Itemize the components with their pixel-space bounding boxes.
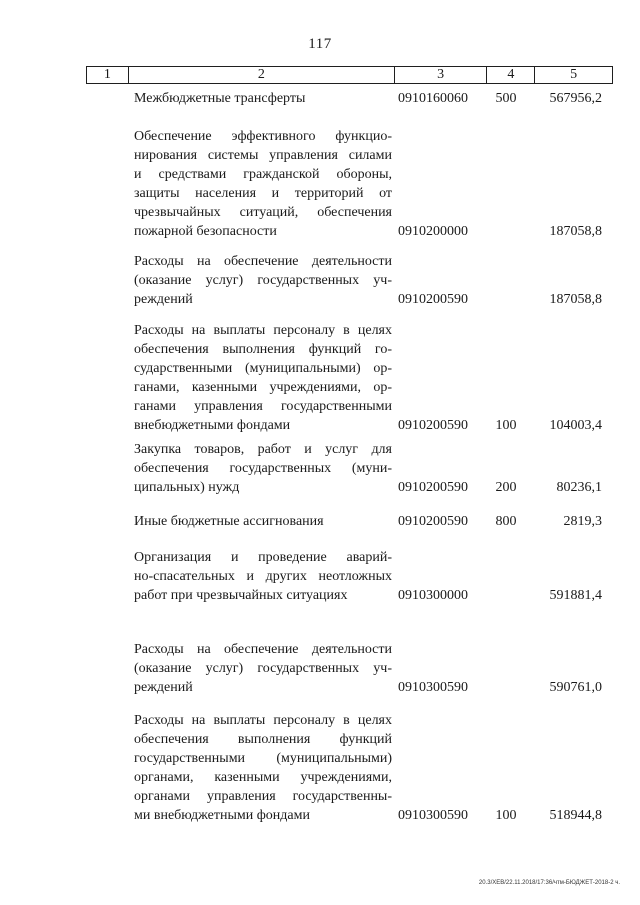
row-amount: 80236,1: [556, 480, 602, 495]
description-line: пожарной безопасности: [134, 224, 277, 239]
row-amount: 567956,2: [549, 91, 602, 106]
description-line: обеспечения выполнения функций го-: [134, 342, 392, 357]
row-expense-type: 100: [495, 418, 517, 433]
row-code: 0910200590: [398, 480, 468, 495]
row-description: [134, 89, 392, 108]
row-amount: 2819,3: [563, 514, 602, 529]
description-line: Обеспечение эффективного функцио-: [134, 129, 392, 144]
row-expense-type: 800: [495, 514, 517, 529]
row-description: [134, 440, 392, 497]
description-line: сударственными (муниципальными) ор-: [134, 361, 392, 376]
row-description: [134, 640, 392, 697]
row-amount: 518944,8: [549, 808, 602, 823]
description-line: Организация и проведение аварий-: [134, 550, 392, 565]
description-line: Расходы на обеспечение деятельности: [134, 254, 392, 269]
row-amount: 590761,0: [549, 680, 602, 695]
row-code: 0910200000: [398, 224, 468, 239]
row-code: 0910200590: [398, 514, 468, 529]
description-line: реждений: [134, 680, 193, 695]
description-line: ми внебюджетными фондами: [134, 808, 310, 823]
description-line: чрезвычайных ситуаций, обеспечения: [134, 205, 392, 220]
row-code: 0910300590: [398, 680, 468, 695]
description-line: ганами управления государственными: [134, 399, 392, 414]
description-line: нирования системы управления силами: [134, 148, 392, 163]
description-line: (оказание услуг) государственных уч-: [134, 273, 392, 288]
description-line: обеспечения государственных (муни-: [134, 461, 392, 476]
description-line: ципальных) нужд: [134, 480, 240, 495]
description-line: защиты населения и территорий от: [134, 186, 392, 201]
row-code: 0910300590: [398, 808, 468, 823]
table-header: [86, 66, 613, 84]
column-header-3: 3: [395, 67, 488, 83]
description-line: Расходы на выплаты персоналу в целях: [134, 713, 392, 728]
description-line: но-спасательных и других неотложных: [134, 569, 392, 584]
description-line: Закупка товаров, работ и услуг для: [134, 442, 392, 457]
description-line: Расходы на обеспечение деятельности: [134, 642, 392, 657]
description-line: Иные бюджетные ассигнования: [134, 514, 324, 529]
row-amount: 187058,8: [549, 224, 602, 239]
footer-stamp: 20.3/ХЕВ/22.11.2018/17:36/чтм-БЮДЖЕТ-2018-2 ч.: [478, 880, 620, 886]
row-description: [134, 321, 392, 435]
row-expense-type: 200: [495, 480, 517, 495]
row-description: [134, 548, 392, 605]
description-line: Расходы на выплаты персоналу в целях: [134, 323, 392, 338]
column-header-4: 4: [487, 67, 535, 83]
description-line: (оказание услуг) государственных уч-: [134, 661, 392, 676]
description-line: обеспечения выполнения функций: [134, 732, 392, 747]
row-code: 0910200590: [398, 292, 468, 307]
row-amount: 591881,4: [549, 588, 602, 603]
page-number: 117: [308, 36, 332, 52]
description-line: реждений: [134, 292, 193, 307]
row-code: 0910300000: [398, 588, 468, 603]
row-code: 0910160060: [398, 91, 468, 106]
column-header-5: 5: [570, 67, 578, 82]
description-line: органами управления государственны-: [134, 789, 392, 804]
description-line: государственными (муниципальными): [134, 751, 392, 766]
row-code: 0910200590: [398, 418, 468, 433]
row-description: [134, 252, 392, 309]
row-expense-type: 500: [495, 91, 517, 106]
row-description: [134, 512, 392, 531]
description-line: внебюджетными фондами: [134, 418, 291, 433]
description-line: работ при чрезвычайных ситуациях: [134, 588, 348, 603]
column-header-2: 2: [129, 67, 395, 83]
row-amount: 187058,8: [549, 292, 602, 307]
row-description: [134, 127, 392, 241]
description-line: и средствами гражданской обороны,: [134, 167, 392, 182]
description-line: ганами, казенными учреждениями, ор-: [134, 380, 392, 395]
column-header-1: 1: [87, 67, 129, 83]
row-amount: 104003,4: [549, 418, 602, 433]
row-description: [134, 711, 392, 825]
description-line: органами, казенными учреждениями,: [134, 770, 392, 785]
description-line: Межбюджетные трансферты: [134, 91, 306, 106]
row-expense-type: 100: [495, 808, 517, 823]
